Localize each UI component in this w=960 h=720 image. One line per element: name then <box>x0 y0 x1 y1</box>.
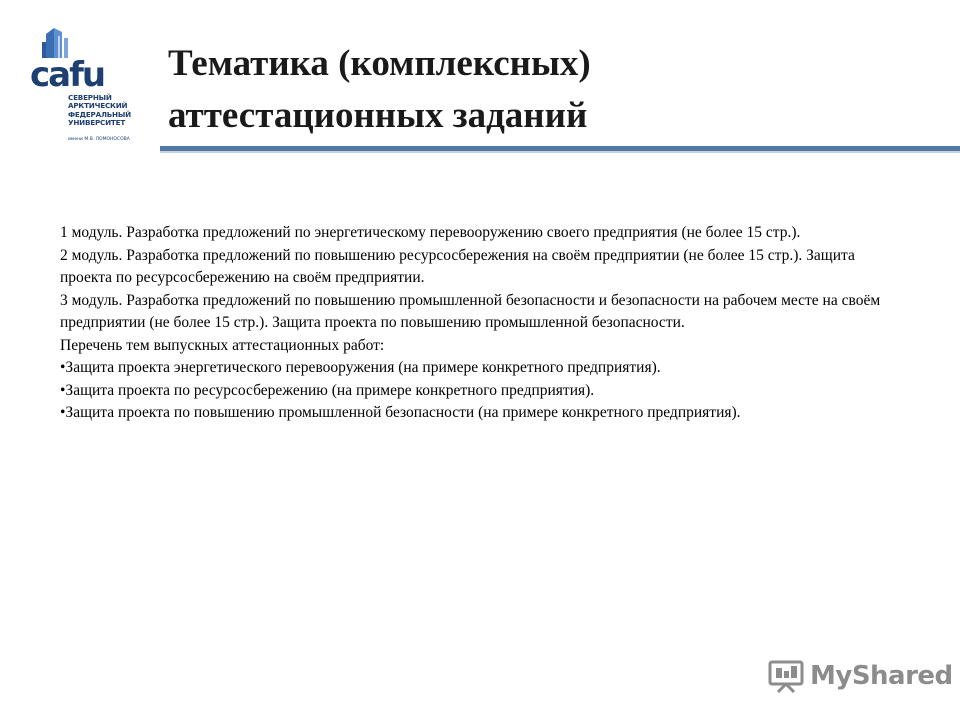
module-2-paragraph: 2 модуль. Разработка предложений по повышению ресурсосбережения на своём предприятии (не более 15 стр.). Защита проекта по ресурсосбережению на своём предприятии. <box>60 246 855 286</box>
module-1-paragraph: 1 модуль. Разработка предложений по энергетическому перевооружению своего предприятия (не более 15 стр.). <box>60 224 801 241</box>
logo-wordmark: cafu <box>30 55 105 92</box>
logo-university-dedication: имени М.В. ЛОМОНОСОВА <box>68 137 130 142</box>
presentation-board-icon <box>768 659 804 693</box>
logo-university-name: СЕВЕРНЫЙ АРКТИЧЕСКИЙ ФЕДЕРАЛЬНЫЙ УНИВЕРСИТЕТ <box>68 93 131 127</box>
topic-list-item: •Защита проекта по повышению промышленной безопасности (на примере конкретного предприятия). <box>60 404 741 421</box>
module-3-paragraph: 3 модуль. Разработка предложений по повышению промышленной безопасности и безопасности на рабочем месте на своём предприятии (не более 15 стр.). Защита проекта по повышению промышленной безопасности. <box>60 291 881 331</box>
topics-heading: Перечень тем выпускных аттестационных работ: <box>60 336 385 354</box>
slide-body <box>60 222 910 425</box>
university-logo <box>28 28 131 148</box>
slide-title-line-1: Тематика (комплексных) <box>168 43 591 84</box>
myshared-watermark <box>768 656 953 696</box>
topic-list-item: •Защита проекта по ресурсосбережению (на примере конкретного предприятия). <box>60 381 595 399</box>
title-underline-shadow <box>160 151 960 153</box>
topic-list-item: •Защита проекта энергетического перевооружения (на примере конкретного предприятия). <box>60 359 661 376</box>
slide-title <box>168 38 928 142</box>
watermark-text: MyShared <box>810 661 953 691</box>
slide-title-line-2: аттестационных заданий <box>168 95 588 136</box>
university-logo-mark <box>28 28 108 92</box>
